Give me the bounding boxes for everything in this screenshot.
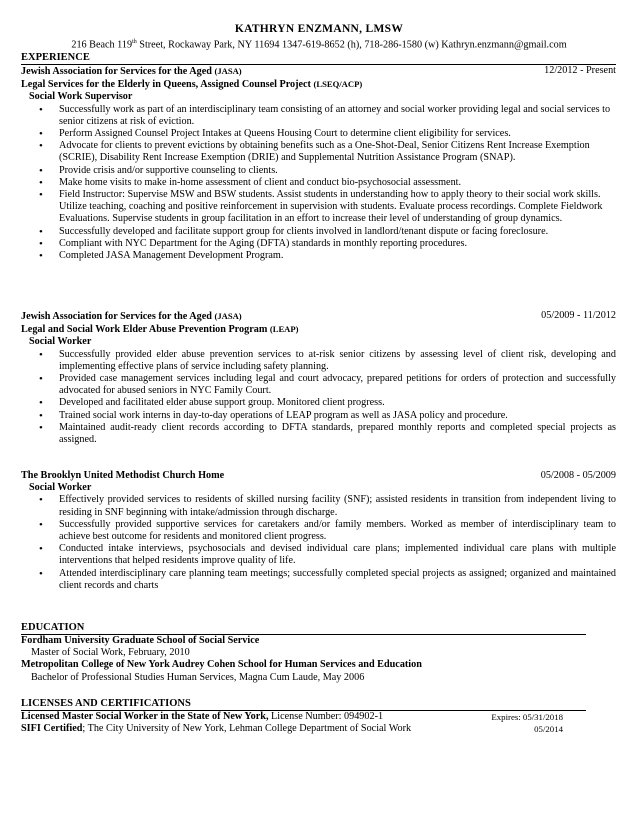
job-2-program-name: Legal and Social Work Elder Abuse Prevention Program bbox=[21, 324, 270, 336]
job1-bullet: • Make home visits to make in-home assessment of client and conduct bio-psychosocial assessment. bbox=[59, 177, 616, 189]
job1-bullet: • Successfully developed and facilitate support group for clients involved in landlord/tenant dispute or facing foreclosure. bbox=[59, 226, 616, 238]
education-school-1: Fordham University Graduate School of Social Service bbox=[21, 635, 260, 646]
job-2-dates: 05/2009 - 11/2012 bbox=[541, 310, 616, 321]
job-2-header bbox=[21, 310, 616, 323]
job2-bullet: • Successfully provided elder abuse prevention services to at-risk senior citizens by assessing level of client risk, developing and implementing effective plans of service including safety planning. bbox=[59, 349, 616, 373]
job2-bullet: • Trained social work interns in day-to-day operations of LEAP program as well as JASA policy and procedure. bbox=[59, 410, 616, 422]
job-2 bbox=[21, 310, 616, 446]
license-1-title: Licensed Master Social Worker in the State of New York, bbox=[21, 711, 269, 722]
license-1-expiry: Expires: 05/31/2018 bbox=[491, 712, 563, 722]
job-3-org: The Brooklyn United Methodist Church Home bbox=[21, 470, 225, 481]
license-row-1 bbox=[21, 711, 563, 723]
license-row-2 bbox=[21, 723, 563, 735]
licenses-block bbox=[21, 711, 563, 735]
job3-bullet: • Conducted intake interviews, psychosocials and devised individual care plans; implemented individual care plans with multiple interventions that helped residents improve quality of life. bbox=[59, 543, 616, 567]
license-2-date: 05/2014 bbox=[534, 724, 563, 735]
job-1-header bbox=[21, 65, 616, 78]
job3-bullet: • Successfully provided supportive services for caretakers and/or family members. Worked as member of interdisciplinary team to achieve best outcome for residents and monitored client progress. bbox=[59, 519, 616, 543]
job2-bullet: • Maintained audit-ready client records according to DFTA standards, prepared monthly reports and completed special projects as assigned. bbox=[59, 422, 616, 446]
job-2-role: Social Worker bbox=[29, 336, 92, 348]
experience-heading: EXPERIENCE bbox=[21, 52, 616, 65]
education-heading: EDUCATION bbox=[21, 622, 586, 635]
job-3-dates: 05/2008 - 05/2009 bbox=[540, 470, 616, 481]
job-2-program-abbr: (LEAP) bbox=[269, 324, 299, 335]
licenses-heading: LICENSES AND CERTIFICATIONS bbox=[21, 698, 586, 711]
job1-bullet: • Perform Assigned Counsel Project Intakes at Queens Housing Court to determine client eligibility for services. bbox=[59, 128, 616, 140]
job-2-org-abbr: (JASA) bbox=[214, 311, 242, 321]
job-1-dates: 12/2012 - Present bbox=[544, 65, 616, 76]
job-1 bbox=[21, 65, 616, 262]
job-1-program-abbr: (LSEQ/ACP) bbox=[313, 79, 363, 90]
job1-bullet: • Advocate for clients to prevent evictions by obtaining benefits such as a One-Shot-Deal, Senior Citizens Rent Increase Exemption (SCRIE), Disability Rent Increase Exemption (DRIE) and Supplemental Nutrition Assistance Program (SNAP). bbox=[59, 140, 616, 164]
job-1-role: Social Work Supervisor bbox=[29, 91, 133, 103]
job2-bullet: • Provided case management services including legal and court advocacy, prepared petitions for orders of protection and successfully advocated for abused seniors in NYC Family Court. bbox=[59, 373, 616, 397]
job3-bullet: • Attended interdisciplinary care planning team meetings; successfully completed special projects as assigned; organized and maintained client records and charts bbox=[59, 568, 616, 592]
contact-address-start: 216 Beach 119 bbox=[71, 39, 133, 51]
license-2-title: SIFI Certified bbox=[21, 723, 83, 735]
job-2-bullets bbox=[21, 349, 616, 447]
job-2-program bbox=[21, 323, 616, 336]
job-3-bullets bbox=[21, 494, 616, 592]
job1-bullet: • Successfully work as part of an interdisciplinary team consisting of an attorney and social worker providing legal and social services to senior citizens at risk of eviction. bbox=[59, 104, 616, 128]
job-3-header bbox=[21, 470, 616, 482]
job-1-org-abbr: (JASA) bbox=[214, 66, 242, 76]
job1-bullet: • Provide crisis and/or supportive counseling to clients. bbox=[59, 165, 616, 177]
job-1-org: Jewish Association for Services for the Aged bbox=[21, 66, 215, 77]
job-3-role: Social Worker bbox=[29, 482, 92, 494]
education-degree-2: Bachelor of Professional Studies Human Services, Magna Cum Laude, May 2006 bbox=[31, 671, 365, 683]
contact-superscript: th bbox=[132, 39, 137, 46]
license-2-detail: ; The City University of New York, Lehman College Department of Social Work bbox=[82, 723, 412, 735]
job1-bullet: • Compliant with NYC Department for the Aging (DFTA) standards in monthly reporting procedures. bbox=[59, 238, 616, 250]
job1-bullet: • Completed JASA Management Development Program. bbox=[59, 250, 616, 262]
education-degree-1: Master of Social Work, February, 2010 bbox=[31, 647, 190, 659]
contact-line bbox=[0, 36, 638, 52]
candidate-name: KATHRYN ENZMANN, LMSW bbox=[234, 23, 404, 35]
job-3 bbox=[21, 470, 616, 592]
job-2-org: Jewish Association for Services for the Aged bbox=[21, 311, 215, 322]
education-school-2: Metropolitan College of New York Audrey Cohen School for Human Services and Education bbox=[21, 659, 422, 671]
resume-page bbox=[0, 0, 638, 52]
license-1-number: License Number: 094902-1 bbox=[268, 711, 384, 722]
job-1-program-name: Legal Services for the Elderly in Queens, Assigned Counsel Project bbox=[21, 79, 314, 91]
job1-bullet: • Field Instructor: Supervise MSW and BSW students. Assist students in understanding how to apply theory to their social work skills. Utilize teaching, coaching and positive reinforcement in supervision with students. Evaluate process recordings. Complete Fieldwork Evaluations. Supervise students in group facilitation in an effort to increase their level of understanding of group dynamics. bbox=[59, 189, 616, 226]
job-1-bullets bbox=[21, 104, 616, 263]
job2-bullet: • Developed and facilitated elder abuse support group. Monitored client progress. bbox=[59, 397, 616, 409]
job3-bullet: • Effectively provided services to residents of skilled nursing facility (SNF); assisted residents in transition from independent living to residing in SNF beginning with intake/admission through discharge. bbox=[59, 494, 616, 518]
education-block bbox=[21, 635, 616, 684]
contact-address-rest: Street, Rockaway Park, NY 11694 1347-619-8652 (h), 718-286-1580 (w) Kathryn.enzmann@gmail.com bbox=[136, 39, 567, 51]
job-1-program bbox=[21, 78, 616, 91]
